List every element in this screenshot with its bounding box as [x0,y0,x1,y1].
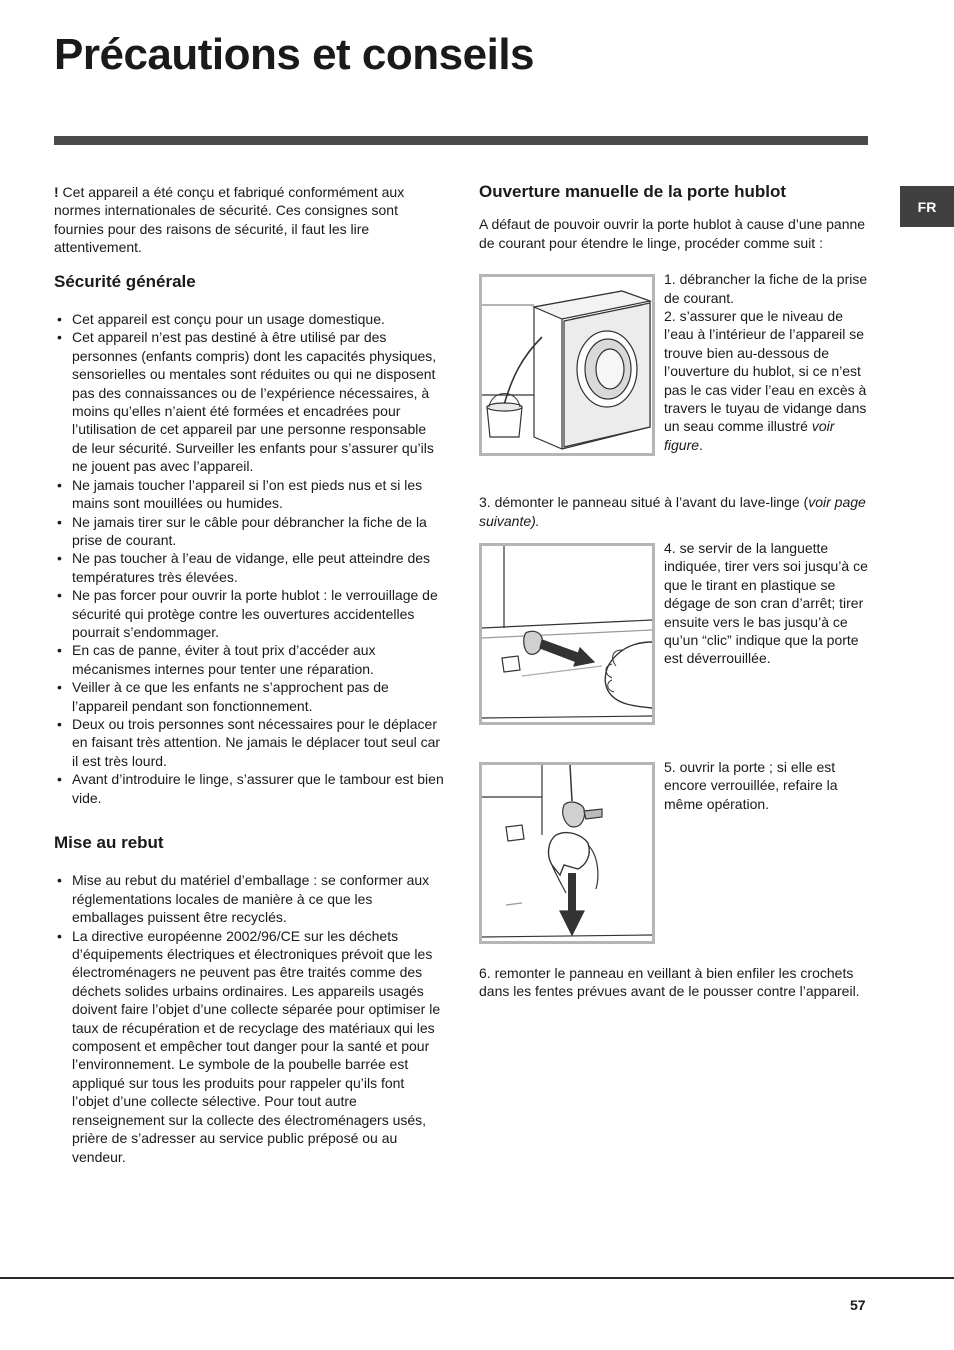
securite-list-item: • Ne pas forcer pour ouvrir la porte hublot : le verrouillage de sécurité qui protège contre les ouvertures accidentelles pourrait s’endommager. [54,586,444,641]
securite-list-item: • Deux ou trois personnes sont nécessaires pour le déplacer en faisant très attention. Ne jamais le déplacer tout seul car il est très lourd. [54,715,444,770]
step-6: 6. remonter le panneau en veillant à bien enfiler les crochets dans les fentes prévues avant de le pousser contre l’appareil. [479,965,860,1000]
step-5: 5. ouvrir la porte ; si elle est encore verrouillée, refaire la même opération. [664,759,838,812]
securite-list-item: • Avant d’introduire le linge, s’assurer que le tambour est bien vide. [54,770,444,807]
step-4-block [479,540,871,725]
footer-divider [0,1277,954,1279]
figure-pull-down [479,762,655,944]
figure-pull-tab [479,543,655,725]
step-1-2-block [479,271,871,456]
step-3-ref: voir page suivante). [479,494,866,529]
washing-machine-bucket-illustration [482,277,652,453]
steps-1-2-text [664,270,871,454]
language-tab: FR [900,186,954,227]
rebut-list-item: • La directive européenne 2002/96/CE sur les déchets d’équipements électriques et électroniques prévoit que les électroménagers ne peuvent pas être traités comme des déchets solides urbains ordinaires. Les appareils usagés doivent faire l’objet d’une collecte séparée pour optimiser le taux de récupération et de recyclage des matériaux qui les composent et empêcher tout danger pour la santé et pour l’environnement. Le symbole de la poubelle barrée est appliqué sur tous les produits pour rappeler qu’ils font l’objet d’une collecte sélective. Pour tout autre renseignement sur la collecte des électroménagers usés, prière de s’adresser au service public préposé ou au vendeur. [54,927,444,1166]
section-heading-ouverture: Ouverture manuelle de la porte hublot [479,182,786,201]
rebut-list [54,871,444,1166]
page-title: Précautions et conseils [54,30,535,79]
title-divider [54,136,868,145]
warning-mark: ! [54,184,59,200]
securite-list [54,310,444,807]
right-column [479,183,871,1001]
securite-list-item: • En cas de panne, éviter à tout prix d’accéder aux mécanismes internes pour tenter une réparation. [54,641,444,678]
section-heading-rebut: Mise au rebut [54,833,164,852]
section-heading-securite: Sécurité générale [54,271,196,291]
securite-list-item: • Cet appareil n’est pas destiné à être utilisé par des personnes (enfants compris) dont les capacités physiques, sensorielles ou mentales sont réduites ou qui ne disposent pas des connaissances ou de l’expérience nécessaires, à moins qu’elles n’aient été formées et encadrées pour l’utilisation de cet appareil par une personne responsable de leur sécurité. Surveiller les enfants pour s’assurer qu’ils ne jouent pas avec l’appareil. [54,328,444,475]
rebut-list-item: • Mise au rebut du matériel d’emballage : se conformer aux réglementations locales de manière à ce que les emballages puissent être recyclés. [54,871,444,926]
step-2-ref: voir figure [664,418,835,453]
step-3 [479,493,871,530]
pull-down-illustration [482,765,652,941]
step-5-block [479,759,871,944]
intro-text: Cet appareil a été conçu et fabriqué conformément aux normes internationales de sécurité. Ces consignes sont fournies pour des raisons de sécurité, il faut les lire attentivement. [54,184,405,256]
step-2 [664,307,871,454]
step-4-text-wrap [664,539,871,668]
step-3-text: 3. démonter le panneau situé à l’avant du lave-linge ( [479,494,809,511]
step-5-text-wrap [664,758,871,813]
securite-list-item: • Ne pas toucher à l’eau de vidange, elle peut atteindre des températures très élevées. [54,549,444,586]
figure-draining-water [479,274,655,456]
securite-list-item: • Ne jamais toucher l’appareil si l’on est pieds nus et si les mains sont mouillées ou humides. [54,476,444,513]
securite-list-item: • Cet appareil est conçu pour un usage domestique. [54,310,444,328]
step-4: 4. se servir de la languette indiquée, tirer vers soi jusqu’à ce que le tirant en plastique se dégage de son cran d’arrêt; tirer ensuite vers le bas jusqu’à ce qu’un “clic” indique que la porte est déverrouillée. [664,540,868,667]
ouverture-intro: A défaut de pouvoir ouvrir la porte hublot à cause d’une panne de courant pour étendre le linge, procéder comme suit : [479,216,866,251]
intro-warning [54,183,444,257]
page-number: 57 [850,1297,866,1313]
left-column [54,183,444,1166]
securite-list-item: • Ne jamais tirer sur le câble pour débrancher la fiche de la prise de courant. [54,513,444,550]
securite-list-item: • Veiller à ce que les enfants ne s’approchent pas de l’appareil pendant son fonctionnement. [54,678,444,715]
step-2-end: . [699,436,703,453]
step-2-text: 2. s’assurer que le niveau de l’eau à l’intérieur de l’appareil se trouve bien au-dessous de l’ouverture du hublot, si ce n’est pas le cas vider l’eau en excès à travers le tuyau de vidange dans un seau comme illustré [664,308,867,435]
pull-tab-illustration [482,546,652,722]
step-1: 1. débrancher la fiche de la prise de courant. [664,271,868,306]
